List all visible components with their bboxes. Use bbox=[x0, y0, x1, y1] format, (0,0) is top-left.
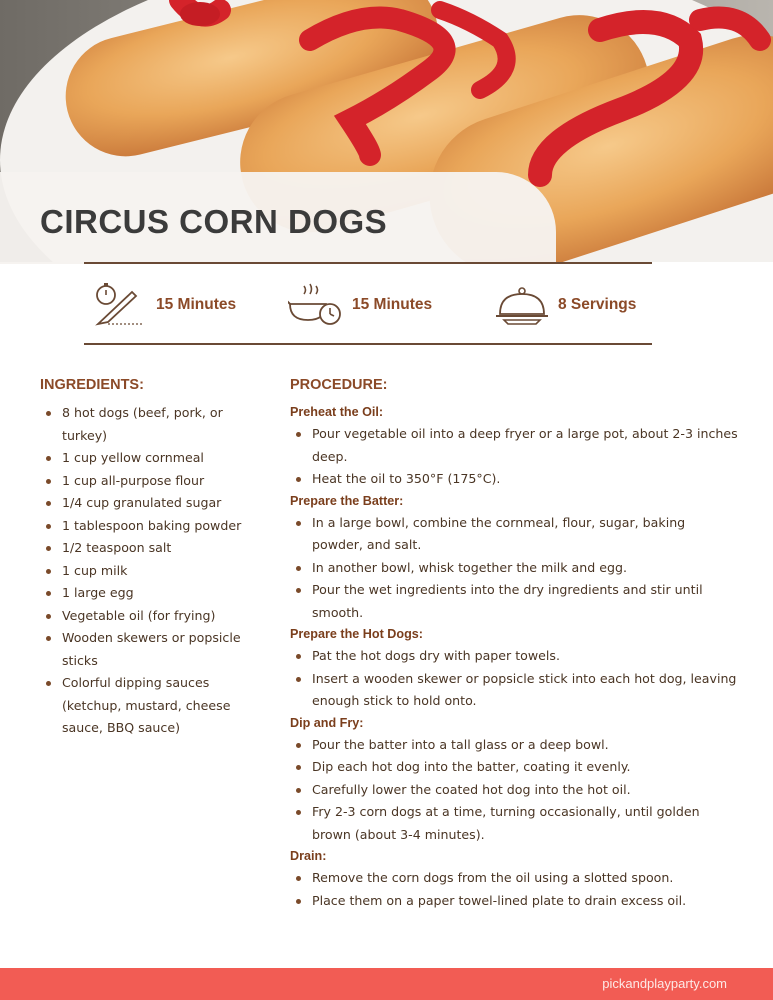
step-title: Drain: bbox=[290, 849, 327, 863]
list-item: 1 large egg bbox=[40, 582, 255, 605]
list-item: Insert a wooden skewer or popsicle stick into each hot dog, leaving enough stick to hold onto. bbox=[290, 668, 740, 713]
list-item: Pat the hot dogs dry with paper towels. bbox=[290, 645, 740, 668]
list-item: Pour the wet ingredients into the dry ingredients and stir until smooth. bbox=[290, 579, 740, 624]
list-item: 8 hot dogs (beef, pork, or turkey) bbox=[40, 402, 255, 447]
list-item: Place them on a paper towel-lined plate to drain excess oil. bbox=[290, 890, 740, 913]
footer-bar bbox=[0, 968, 773, 1000]
ingredients-list bbox=[40, 402, 255, 740]
list-item: Pour vegetable oil into a deep fryer or a large pot, about 2-3 inches deep. bbox=[290, 423, 740, 468]
cook-time-label: 15 Minutes bbox=[352, 296, 433, 313]
step-title: Preheat the Oil: bbox=[290, 405, 384, 419]
prep-time bbox=[94, 280, 236, 330]
step-title: Dip and Fry: bbox=[290, 715, 364, 730]
list-item: Dip each hot dog into the batter, coating it evenly. bbox=[290, 756, 740, 779]
step-title: Prepare the Batter: bbox=[290, 493, 404, 508]
list-item: Wooden skewers or popsicle sticks bbox=[40, 627, 255, 672]
footer-website-link[interactable]: pickandplayparty.com bbox=[602, 976, 727, 991]
page-title: CIRCUS CORN DOGS bbox=[40, 203, 388, 240]
list-item: 1 tablespoon baking powder bbox=[40, 515, 255, 538]
list-item: Pour the batter into a tall glass or a deep bowl. bbox=[290, 734, 740, 757]
step-title: Prepare the Hot Dogs: bbox=[290, 627, 423, 641]
list-item: Heat the oil to 350°F (175°C). bbox=[290, 468, 740, 491]
divider-top bbox=[84, 262, 652, 264]
procedure-heading: PROCEDURE: bbox=[290, 377, 388, 393]
list-item: Vegetable oil (for frying) bbox=[40, 605, 255, 628]
frying-pan-timer-icon bbox=[288, 282, 344, 328]
list-item: 1 cup milk bbox=[40, 560, 255, 583]
list-item: 1/2 teaspoon salt bbox=[40, 537, 255, 560]
servings-label: 8 Servings bbox=[558, 296, 637, 313]
ingredients-heading: INGREDIENTS: bbox=[40, 377, 144, 393]
list-item: Colorful dipping sauces (ketchup, mustard, cheese sauce, BBQ sauce) bbox=[40, 672, 255, 740]
list-item: In another bowl, whisk together the milk and egg. bbox=[290, 557, 740, 580]
cook-time bbox=[288, 280, 432, 330]
list-item: In a large bowl, combine the cornmeal, flour, sugar, baking powder, and salt. bbox=[290, 512, 740, 557]
list-item: 1 cup all-purpose flour bbox=[40, 470, 255, 493]
list-item: 1/4 cup granulated sugar bbox=[40, 492, 255, 515]
list-item: Carefully lower the coated hot dog into the hot oil. bbox=[290, 779, 740, 802]
list-item: Fry 2-3 corn dogs at a time, turning occasionally, until golden brown (about 3-4 minutes). bbox=[290, 801, 740, 846]
procedure-steps bbox=[290, 402, 740, 912]
list-item: 1 cup yellow cornmeal bbox=[40, 447, 255, 470]
list-item: Remove the corn dogs from the oil using a slotted spoon. bbox=[290, 867, 740, 890]
serving-cloche-icon bbox=[494, 282, 550, 328]
divider-bottom bbox=[84, 343, 652, 345]
stopwatch-knife-icon bbox=[94, 282, 148, 328]
prep-time-label: 15 Minutes bbox=[156, 296, 237, 313]
servings bbox=[494, 280, 636, 330]
